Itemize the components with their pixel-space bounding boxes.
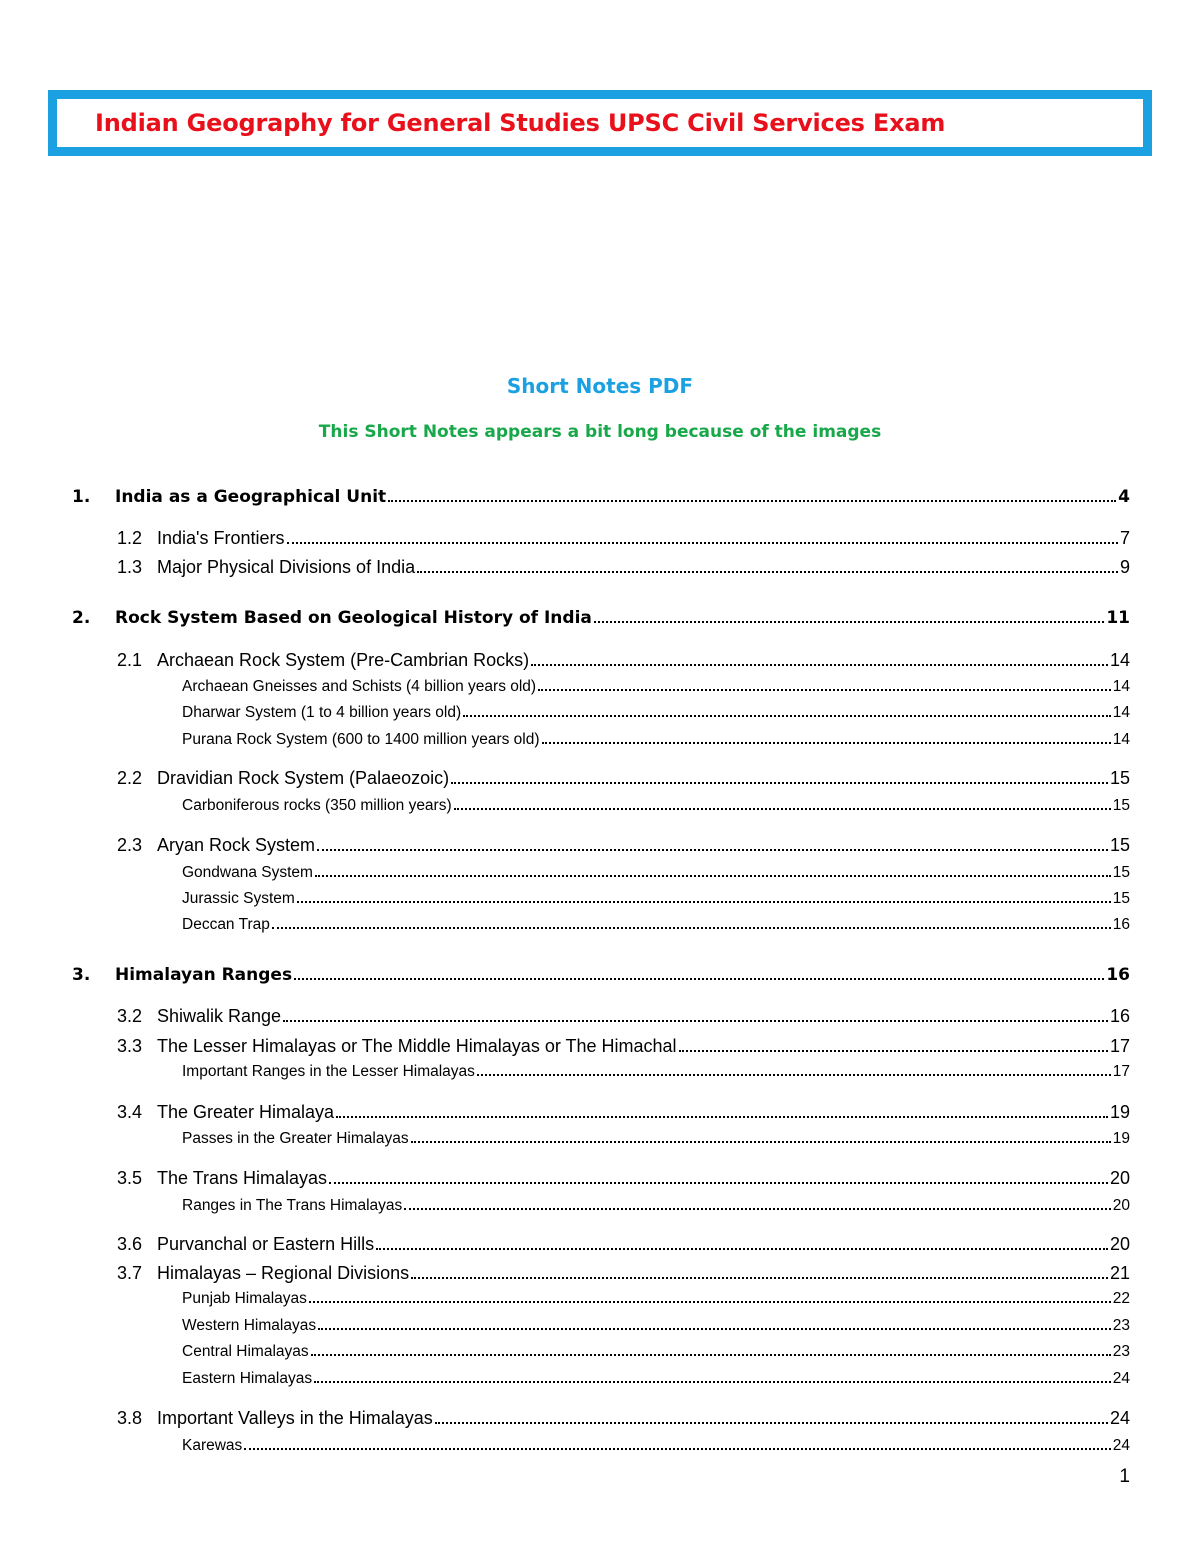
- toc-entry-number: 2.1: [117, 650, 143, 670]
- toc-entry[interactable]: [117, 1102, 1130, 1123]
- toc-entry[interactable]: [117, 1036, 1130, 1057]
- toc-entry-title: Western Himalayas: [182, 1317, 317, 1334]
- toc-entry-title: Archaean Rock System (Pre-Cambrian Rocks): [157, 650, 530, 670]
- toc-dot-leader: [311, 1354, 1111, 1356]
- toc-entry-number: 1.3: [117, 557, 143, 577]
- toc-dot-leader: [315, 875, 1111, 877]
- toc-dot-leader: [477, 1074, 1111, 1076]
- toc-entry-page: 24: [1112, 1370, 1130, 1387]
- toc-entry-title: Gondwana System: [182, 864, 313, 881]
- toc-entry-title: Karewas: [182, 1437, 243, 1454]
- toc-entry-page: 9: [1119, 557, 1130, 577]
- toc-entry-title: Important Ranges in the Lesser Himalayas: [182, 1063, 475, 1080]
- toc-entry[interactable]: [182, 1290, 1130, 1308]
- toc-dot-leader: [287, 542, 1118, 544]
- toc-entry-number: 3.4: [117, 1102, 143, 1122]
- toc-dot-leader: [297, 901, 1111, 903]
- toc-entry-page: 22: [1112, 1290, 1130, 1307]
- toc-entry[interactable]: [117, 1168, 1130, 1189]
- toc-dot-leader: [594, 621, 1104, 623]
- toc-entry-page: 15: [1109, 768, 1130, 788]
- toc-entry[interactable]: [117, 650, 1130, 671]
- toc-entry[interactable]: [72, 487, 1130, 507]
- toc-dot-leader: [376, 1248, 1108, 1250]
- toc-entry-number: 1.2: [117, 528, 143, 548]
- toc-entry-title: Major Physical Divisions of India: [157, 557, 416, 577]
- toc-dot-leader: [451, 782, 1108, 784]
- toc-entry-page: 15: [1112, 890, 1130, 907]
- page-number: 1: [1119, 1466, 1130, 1487]
- toc-entry[interactable]: [182, 890, 1130, 908]
- toc-entry-title: Eastern Himalayas: [182, 1370, 313, 1387]
- toc-entry-number: 3.3: [117, 1036, 143, 1056]
- toc-dot-leader: [309, 1301, 1111, 1303]
- toc-dot-leader: [404, 1208, 1110, 1210]
- toc-entry-title: Deccan Trap: [182, 916, 270, 933]
- toc-entry-page: 21: [1109, 1263, 1130, 1283]
- toc-entry[interactable]: [182, 704, 1130, 722]
- toc-entry[interactable]: [72, 608, 1130, 628]
- toc-entry-number: 3.6: [117, 1234, 143, 1254]
- toc-dot-leader: [272, 927, 1111, 929]
- toc-entry[interactable]: [182, 1063, 1130, 1081]
- toc-entry-page: 19: [1109, 1102, 1130, 1122]
- document-title: Indian Geography for General Studies UPSC Civil Services Exam: [95, 109, 946, 137]
- toc-dot-leader: [314, 1381, 1111, 1383]
- toc-entry[interactable]: [182, 1197, 1130, 1215]
- toc-entry-title: Important Valleys in the Himalayas: [157, 1408, 433, 1428]
- toc-entry[interactable]: [182, 731, 1130, 749]
- toc-entry-title: Archaean Gneisses and Schists (4 billion years old): [182, 678, 537, 695]
- toc-entry-title: The Lesser Himalayas or The Middle Himalayas or The Himachal: [157, 1036, 677, 1056]
- toc-entry[interactable]: [182, 916, 1130, 934]
- toc-entry-page: 14: [1112, 704, 1130, 721]
- toc-entry-page: 16: [1109, 1006, 1130, 1026]
- toc-entry-page: 14: [1112, 731, 1130, 748]
- toc-entry-page: 15: [1112, 797, 1130, 814]
- toc-entry-number: 2.: [72, 608, 91, 628]
- toc-dot-leader: [318, 1328, 1111, 1330]
- toc-entry-page: 24: [1112, 1437, 1130, 1454]
- toc-entry-page: 23: [1112, 1317, 1130, 1334]
- toc-dot-leader: [411, 1141, 1111, 1143]
- toc-dot-leader: [531, 664, 1108, 666]
- toc-entry-title: Ranges in The Trans Himalayas: [182, 1197, 403, 1214]
- toc-dot-leader: [679, 1050, 1108, 1052]
- toc-entry[interactable]: [182, 1437, 1130, 1455]
- toc-entry[interactable]: [182, 864, 1130, 882]
- toc-entry-title: Purvanchal or Eastern Hills: [157, 1234, 375, 1254]
- toc-dot-leader: [317, 849, 1108, 851]
- toc-entry-page: 24: [1109, 1408, 1130, 1428]
- toc-entry[interactable]: [117, 768, 1130, 789]
- toc-entry[interactable]: [117, 1006, 1130, 1027]
- toc-dot-leader: [283, 1020, 1108, 1022]
- toc-entry-number: 3.: [72, 965, 91, 985]
- toc-entry-title: Rock System Based on Geological History of India: [115, 608, 592, 628]
- toc-entry-number: 3.8: [117, 1408, 143, 1428]
- document-note: This Short Notes appears a bit long because of the images: [318, 422, 882, 442]
- toc-dot-leader: [454, 808, 1111, 810]
- toc-entry[interactable]: [72, 965, 1130, 985]
- toc-entry[interactable]: [117, 528, 1130, 549]
- toc-entry-page: 15: [1109, 835, 1130, 855]
- toc-entry-title: India as a Geographical Unit: [115, 487, 387, 507]
- toc-entry-title: Dravidian Rock System (Palaeozoic): [157, 768, 450, 788]
- toc-entry[interactable]: [182, 1130, 1130, 1148]
- toc-entry-title: Shiwalik Range: [157, 1006, 282, 1026]
- toc-entry[interactable]: [182, 1370, 1130, 1388]
- toc-entry[interactable]: [117, 835, 1130, 856]
- toc-entry-title: Purana Rock System (600 to 1400 million years old): [182, 731, 540, 748]
- toc-entry-page: 23: [1112, 1343, 1130, 1360]
- toc-dot-leader: [329, 1182, 1108, 1184]
- toc-dot-leader: [244, 1448, 1110, 1450]
- toc-entry[interactable]: [117, 1408, 1130, 1429]
- toc-entry-number: 2.3: [117, 835, 143, 855]
- toc-entry-page: 15: [1112, 864, 1130, 881]
- toc-entry-page: 16: [1112, 916, 1130, 933]
- toc-entry[interactable]: [182, 678, 1130, 696]
- toc-entry-page: 14: [1109, 650, 1130, 670]
- toc-entry[interactable]: [117, 1234, 1130, 1255]
- toc-entry[interactable]: [117, 557, 1130, 578]
- toc-dot-leader: [417, 571, 1118, 573]
- toc-entry-number: 3.7: [117, 1263, 143, 1283]
- toc-entry-number: 3.2: [117, 1006, 143, 1026]
- toc-entry-title: Himalayan Ranges: [115, 965, 293, 985]
- toc-entry[interactable]: [182, 1343, 1130, 1361]
- toc-entry-number: 1.: [72, 487, 91, 507]
- toc-entry-number: 3.5: [117, 1168, 143, 1188]
- toc-entry[interactable]: [182, 1317, 1130, 1335]
- toc-entry-page: 20: [1109, 1168, 1130, 1188]
- toc-entry-page: 20: [1109, 1234, 1130, 1254]
- toc-entry-title: Passes in the Greater Himalayas: [182, 1130, 409, 1147]
- toc-entry-title: India's Frontiers: [157, 528, 285, 548]
- toc-entry-page: 17: [1112, 1063, 1130, 1080]
- toc-entry-number: 2.2: [117, 768, 143, 788]
- toc-entry[interactable]: [182, 797, 1130, 815]
- toc-entry-page: 16: [1106, 965, 1130, 985]
- toc-entry-page: 11: [1106, 608, 1130, 628]
- toc-dot-leader: [538, 689, 1111, 691]
- toc-entry-page: 17: [1109, 1036, 1130, 1056]
- toc-entry-title: Jurassic System: [182, 890, 295, 907]
- toc-entry-page: 7: [1119, 528, 1130, 548]
- toc-dot-leader: [336, 1116, 1108, 1118]
- toc-entry-page: 14: [1112, 678, 1130, 695]
- toc-entry[interactable]: [117, 1263, 1130, 1284]
- toc-entry-page: 4: [1118, 487, 1130, 507]
- toc-entry-page: 20: [1112, 1197, 1130, 1214]
- toc-dot-leader: [542, 742, 1111, 744]
- toc-entry-title: Central Himalayas: [182, 1343, 309, 1360]
- toc-entry-title: Punjab Himalayas: [182, 1290, 307, 1307]
- toc-entry-title: Dharwar System (1 to 4 billion years old): [182, 704, 462, 721]
- toc-dot-leader: [463, 715, 1111, 717]
- toc-entry-title: The Trans Himalayas: [157, 1168, 328, 1188]
- document-subtitle: Short Notes PDF: [506, 374, 694, 398]
- toc-entry-title: Carboniferous rocks (350 million years): [182, 797, 452, 814]
- toc-entry-page: 19: [1112, 1130, 1130, 1147]
- toc-dot-leader: [294, 978, 1104, 980]
- toc-entry-title: Aryan Rock System: [157, 835, 316, 855]
- toc-dot-leader: [435, 1422, 1108, 1424]
- toc-dot-leader: [411, 1277, 1108, 1279]
- toc-entry-title: Himalayas – Regional Divisions: [157, 1263, 410, 1283]
- toc-dot-leader: [388, 500, 1116, 502]
- toc-entry-title: The Greater Himalaya: [157, 1102, 335, 1122]
